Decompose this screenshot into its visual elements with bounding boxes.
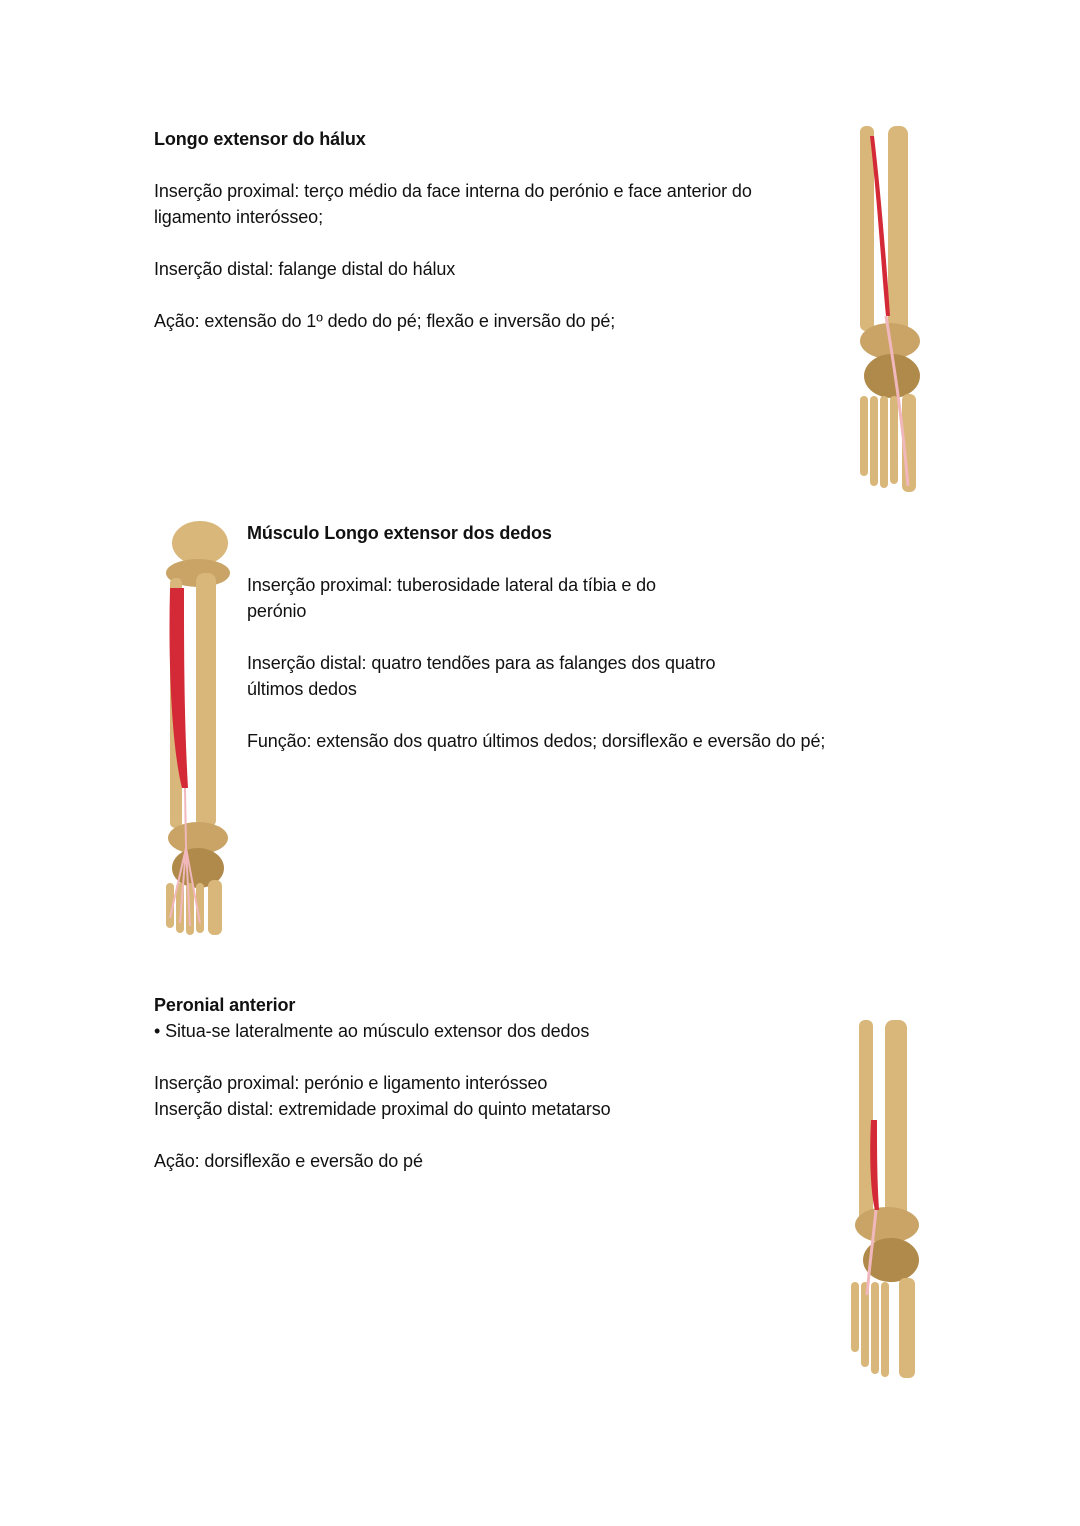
function-text: Função: extensão dos quatro últimos dedos; dorsiflexão e eversão do pé; (247, 731, 826, 751)
section-title: Músculo Longo extensor dos dedos (247, 523, 552, 543)
section-title: Peronial anterior (154, 995, 296, 1015)
section-peroneus-tertius (154, 992, 834, 1174)
proximal-insertion-cont: perónio (247, 601, 307, 621)
proximal-insertion-cont: ligamento interósseo; (154, 207, 323, 227)
proximal-insertion: Inserção proximal: tuberosidade lateral da tíbia e do (247, 575, 656, 595)
section-extensor-digitorum (247, 520, 867, 754)
proximal-insertion: Inserção proximal: terço médio da face interna do perónio e face anterior do (154, 181, 752, 201)
distal-insertion: Inserção distal: quatro tendões para as falanges dos quatro (247, 653, 716, 673)
action-text: Ação: dorsiflexão e eversão do pé (154, 1151, 423, 1171)
proximal-insertion: Inserção proximal: perónio e ligamento interósseo (154, 1073, 548, 1093)
distal-insertion: Inserção distal: extremidade proximal do quinto metatarso (154, 1099, 611, 1119)
section-title: Longo extensor do hálux (154, 129, 366, 149)
distal-insertion-cont: últimos dedos (247, 679, 357, 699)
action-text: Ação: extensão do 1º dedo do pé; flexão e inversão do pé; (154, 311, 616, 331)
distal-insertion: Inserção distal: falange distal do hálux (154, 259, 456, 279)
leg-bones-anatomy-icon (845, 1020, 930, 1385)
leg-bones-anatomy-icon (850, 126, 930, 496)
leg-bones-anatomy-icon (158, 518, 238, 938)
section-extensor-hallucis (154, 126, 834, 334)
bullet-item: • Situa-se lateralmente ao músculo extensor dos dedos (154, 1021, 590, 1041)
